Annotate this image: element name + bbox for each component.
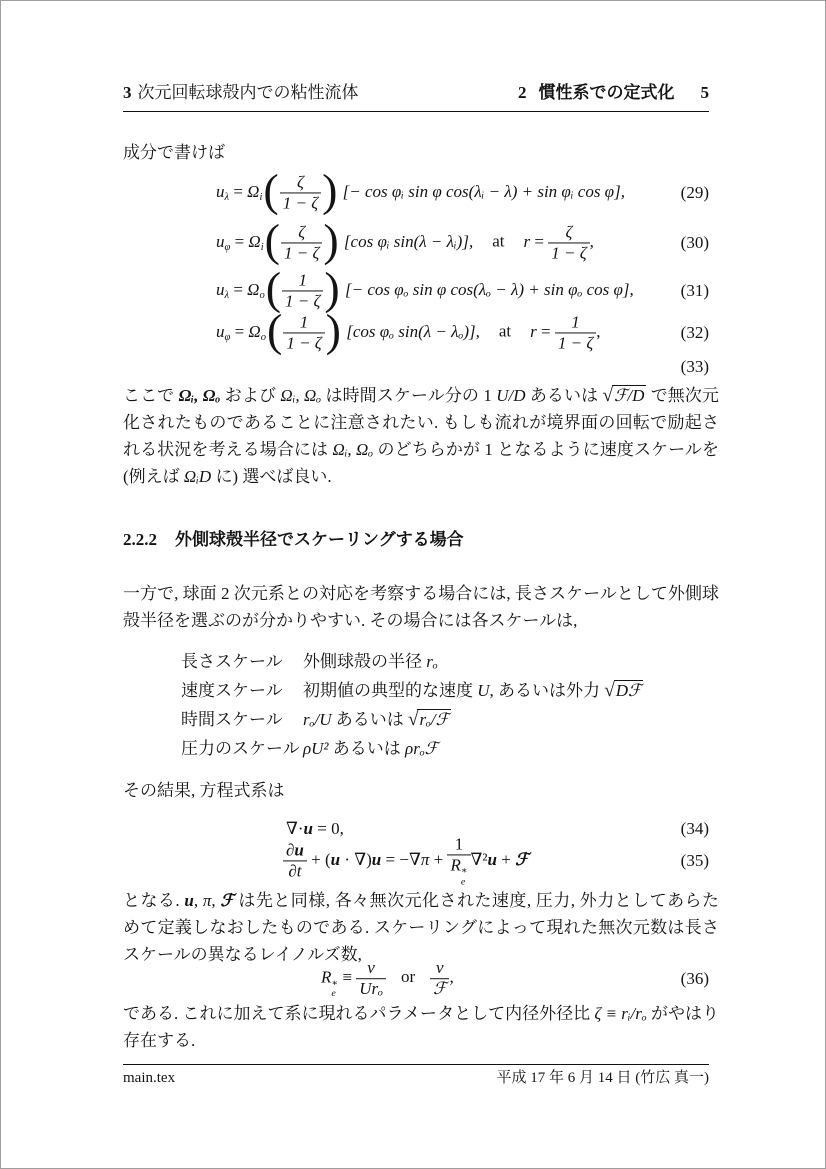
fraction-numerator: ζ: [296, 172, 304, 192]
text: あるいは: [331, 710, 408, 729]
text: がやはり存在する.: [123, 1004, 720, 1050]
math-token: =: [229, 181, 248, 201]
math-token: Ω: [247, 181, 260, 201]
fraction: [282, 270, 323, 311]
equation-number: (31): [680, 281, 709, 300]
fraction: [280, 172, 321, 213]
left-paren: (: [266, 304, 283, 355]
math-token: u: [303, 819, 313, 838]
paragraph-scaling-intro: [123, 580, 719, 634]
math-token: [cos φᵢ sin(λ − λᵢ)],: [343, 231, 474, 251]
equation-30-content: [216, 214, 594, 265]
left-paren: (: [265, 262, 282, 313]
text: ここで: [123, 386, 179, 405]
math-subscript: o: [260, 332, 266, 344]
math-subscript: i: [259, 192, 263, 204]
equation-number: (35): [680, 851, 709, 870]
math-token: [− cos φₒ sin φ cos(λₒ − λ) + sin φₒ cos φ],: [344, 279, 634, 299]
math-token: π: [202, 891, 212, 910]
text: となる.: [123, 891, 185, 910]
math-token: u: [216, 231, 225, 251]
math-token: [cos φₒ sin(λ − λₒ)],: [346, 321, 480, 341]
text: 一方で, 球面 2 次元系との対応を考察する場合には, 長さスケールとして外側球殻半径を選ぶのが分かりやすい. その場合には各スケールは,: [123, 584, 719, 630]
page-number: 5: [700, 83, 709, 102]
math-token: ≡: [338, 967, 357, 987]
equation-36: [123, 957, 709, 1001]
math-token: ℱ: [515, 849, 529, 869]
fraction-numerator: ν: [367, 958, 375, 978]
math-subscript: e: [460, 876, 466, 888]
text: その結果, 方程式系は: [123, 781, 285, 800]
radicand: ℱ/D: [614, 386, 645, 405]
right-paren: ): [324, 262, 340, 313]
paragraph-redefine: [123, 887, 719, 968]
or-label: or: [400, 967, 416, 987]
right-paren: ): [322, 164, 338, 215]
subsection-number: 2.2.2: [123, 530, 157, 549]
equation-number: (30): [680, 233, 709, 252]
fraction-numerator: ζ: [298, 222, 306, 242]
scale-label: 圧力のスケール: [181, 739, 300, 758]
scale-row-length: [181, 647, 643, 676]
math-token: =: [229, 279, 248, 299]
math-token: rₒ: [426, 652, 438, 671]
text: ,: [193, 891, 203, 910]
math-token: Ωᵢ, Ωₒ: [178, 386, 221, 405]
math-token: ∇²: [470, 849, 488, 869]
math-token: u: [184, 891, 194, 910]
scale-value: [303, 705, 451, 734]
equation-29-content: [216, 164, 625, 215]
equation-number: (36): [680, 969, 709, 988]
right-paren: ): [323, 214, 339, 265]
equation-number: (33): [680, 357, 709, 376]
section-number: 2: [518, 83, 527, 102]
text: ,: [211, 891, 221, 910]
math-token: ρU²: [303, 739, 329, 758]
math-token: ΩᵢD: [183, 467, 212, 486]
right-paren: ): [325, 304, 341, 355]
math-token: rₒ/U: [303, 710, 332, 729]
text: は先と同様, 各々無次元化された速度, 圧力, 外力としてあらためて定義しなおしたものである. スケーリングによって現れた無次元数は長さスケールの異なるレイノルズ数,: [123, 891, 720, 964]
math-token: · ∇): [340, 849, 372, 869]
math-token: ∇·: [286, 819, 304, 838]
text: に) 選べば良い.: [211, 467, 332, 486]
header-rule: [123, 111, 709, 112]
fraction-numerator: ν: [436, 958, 444, 978]
math-token: Ωᵢ, Ωₒ: [280, 386, 322, 405]
fraction-numerator: 1: [571, 312, 580, 332]
math-token: u: [330, 849, 341, 869]
fraction-numerator: 1: [454, 834, 464, 854]
paragraph-omega-note: [123, 382, 719, 490]
math-superscript: ∗: [331, 978, 339, 990]
math-token: = −∇: [381, 849, 421, 869]
at-label: at: [492, 231, 505, 251]
math-token: π: [420, 849, 430, 869]
fraction-denominator: ∂t: [283, 861, 307, 882]
subsection-title: 外側球殻半径でスケーリングする場合: [175, 530, 464, 549]
fraction-denominator: [447, 854, 470, 887]
page-footer: [123, 1069, 709, 1088]
math-token: r: [523, 231, 531, 251]
math-token: Ω: [247, 279, 260, 299]
equation-number: (34): [680, 819, 709, 838]
math-token: u: [216, 321, 225, 341]
radicand: Dℱ: [615, 681, 642, 700]
footer-date-author: 平成 17 年 6 月 14 日 (竹広 真一): [496, 1070, 709, 1086]
header-left-title: [123, 83, 359, 103]
header-right: [518, 83, 709, 103]
scale-value: [303, 647, 438, 676]
math-subscript: o: [259, 290, 265, 302]
math-token: ℱ: [220, 891, 234, 910]
equation-29: [123, 166, 709, 220]
math-token: =: [230, 321, 249, 341]
text: のどちらかが 1 となるように速度スケールを (例えば: [123, 440, 719, 486]
fraction: [447, 834, 470, 887]
at-label: at: [498, 321, 512, 341]
scale-label: 時間スケール: [181, 710, 283, 729]
left-paren: (: [263, 164, 279, 215]
equation-32: [123, 304, 709, 359]
intro-paragraph: [123, 139, 225, 166]
fraction-denominator: 1 − ζ: [282, 291, 323, 312]
fraction-denominator: 1 − ζ: [281, 243, 322, 264]
radicand: rₒ/ℱ: [419, 710, 449, 729]
square-root: [604, 681, 643, 700]
fraction: [356, 958, 386, 999]
text: である. これに加えて系に現れるパラメータとして内径外径比: [123, 1004, 595, 1023]
square-root: [603, 386, 647, 405]
text: 初期値の典型的な速度: [303, 681, 478, 700]
fraction-numerator: [283, 840, 307, 860]
math-token: =: [536, 321, 555, 341]
math-token: + (: [306, 849, 331, 869]
text: あるいは: [525, 386, 603, 405]
math-token: ∂: [286, 840, 295, 860]
math-subscript: λ: [224, 290, 230, 302]
math-token: ζ ≡ rᵢ/rₒ: [594, 1004, 647, 1023]
fraction-denominator: 1 − ζ: [280, 193, 321, 214]
fraction-numerator: 1: [299, 312, 309, 332]
equation-35: [123, 834, 709, 888]
square-root: [408, 710, 451, 729]
math-token: u: [371, 849, 382, 869]
fraction: [283, 840, 307, 881]
fraction-denominator: ℱ: [430, 978, 449, 999]
fraction-denominator: 1 − ζ: [283, 333, 324, 354]
equation-number: (32): [680, 323, 709, 342]
math-subscript: φ: [224, 332, 231, 344]
fraction-denominator: 1 − ζ: [555, 333, 596, 354]
scale-label: 長さスケール: [181, 652, 283, 671]
math-token: ρrₒℱ: [405, 739, 439, 758]
chapter-title: 次元回転球殻内での粘性流体: [137, 83, 359, 102]
math-superscript: ∗: [460, 865, 468, 877]
math-token: r: [530, 321, 537, 341]
text: 外側球殻の半径: [303, 652, 427, 671]
math-token: ,: [589, 231, 594, 251]
radical-sign: √: [602, 385, 613, 406]
scales-list: [181, 647, 643, 763]
math-token: U/D: [496, 386, 526, 405]
math-token: R: [450, 855, 461, 875]
math-token: =: [230, 231, 249, 251]
math-token: +: [496, 849, 516, 869]
math-token: Ω: [248, 321, 261, 341]
footer-filename: main.tex: [123, 1070, 176, 1086]
paragraph-result: [123, 777, 285, 804]
scale-row-velocity: [181, 676, 643, 705]
intro-text: 成分で書けば: [123, 143, 225, 162]
math-token: Ω: [248, 231, 261, 251]
math-token: ,: [449, 967, 454, 987]
fraction: [283, 312, 324, 353]
equation-35-content: [283, 834, 528, 887]
math-subscript: e: [331, 988, 336, 1000]
equation-number: (29): [680, 183, 709, 202]
math-token: R: [321, 967, 332, 987]
sup-sub-stack: [461, 867, 468, 888]
math-token: U: [477, 681, 490, 700]
scale-row-time: [181, 705, 643, 734]
scale-label: 速度スケール: [181, 681, 283, 700]
chapter-number: 3: [123, 83, 132, 102]
equation-33: [123, 356, 709, 378]
radical-sign: √: [407, 709, 419, 730]
math-token: Ωᵢ, Ωₒ: [332, 440, 374, 459]
scale-value: [303, 734, 438, 763]
subsection-heading: [123, 525, 464, 550]
math-token: [− cos φᵢ sin φ cos(λᵢ − λ) + sin φᵢ cos φ],: [342, 181, 625, 201]
fraction-denominator: 1 − ζ: [548, 243, 589, 264]
math-token: u: [487, 849, 497, 869]
left-paren: (: [264, 214, 280, 265]
section-title: 慣性系での定式化: [538, 83, 675, 102]
fraction-numerator: 1: [298, 270, 307, 290]
radical-sign: √: [604, 680, 615, 701]
fraction: [548, 222, 589, 263]
fraction-numerator: ζ: [565, 222, 573, 242]
paragraph-aspect-ratio: [123, 1000, 719, 1054]
math-subscript: i: [260, 242, 264, 254]
math-subscript: φ: [224, 242, 231, 254]
math-token: =: [530, 231, 549, 251]
footer-rule: [123, 1064, 709, 1065]
math-token: u: [294, 840, 304, 860]
fraction: [281, 222, 322, 263]
scale-row-pressure: [181, 734, 643, 763]
text: は時間スケール分の 1: [321, 386, 497, 405]
equation-36-content: [321, 958, 454, 1000]
math-token: u: [216, 181, 225, 201]
text: で無次元化されたものであることに注意されたい. もしも流れが境界面の回転で励起される状況を考える場合には: [123, 386, 719, 459]
text: および: [220, 386, 281, 405]
math-token: u: [216, 279, 225, 299]
math-token: = 0,: [313, 819, 344, 838]
math-token: +: [429, 849, 448, 869]
fraction: [555, 312, 596, 353]
equation-32-content: [216, 304, 601, 355]
math-token: ,: [596, 321, 601, 341]
fraction: [430, 958, 449, 999]
math-subscript: λ: [224, 192, 230, 204]
text: あるいは: [328, 739, 406, 758]
page-header: [123, 83, 709, 103]
equation-30: [123, 214, 709, 269]
scale-value: [303, 676, 643, 705]
text: , あるいは外力: [489, 681, 605, 700]
fraction-denominator: Urₒ: [356, 978, 386, 999]
